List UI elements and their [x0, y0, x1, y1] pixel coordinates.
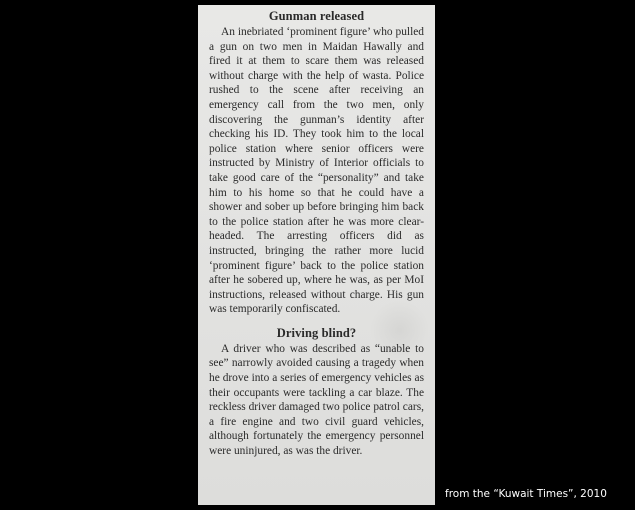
article-body-driving: A driver who was described as “unable to see” narrowly avoided causing a tragedy when he drove into a series of emergency vehicles as their occupants were tackling a car blaze. The reckless driver damaged two police patrol cars, a fire engine and two civil guard vehicles, although fortunately the emergency personnel were uninjured, as was the driver.: [209, 342, 424, 458]
article-body-gunman: An inebriated ‘prominent figure’ who pulled a gun on two men in Maidan Hawally and fired it at them to scare them was released without charge with the help of wasta. Police rushed to the scene after receiving an emergency call from the two men, only discovering the gunman’s identity after checking his ID. They took him to the local police station where senior officers were instructed by Ministry of Interior officials to take good care of the “personality” and take him to his home so that he could have a shower and sober up before bringing him back to the police station after he was more clear-headed. The arresting officers did as instructed, bringing the rather more lucid ‘prominent figure’ back to the police station after he sobered up, where he was, as per MoI instructions, released without charge. His gun was temporarily confiscated.: [209, 26, 424, 316]
source-caption: from the “Kuwait Times”, 2010: [445, 488, 607, 500]
article-headline-driving: Driving blind?: [276, 325, 357, 340]
article-headline-gunman: Gunman released: [268, 9, 365, 23]
newspaper-clipping: [198, 5, 435, 505]
